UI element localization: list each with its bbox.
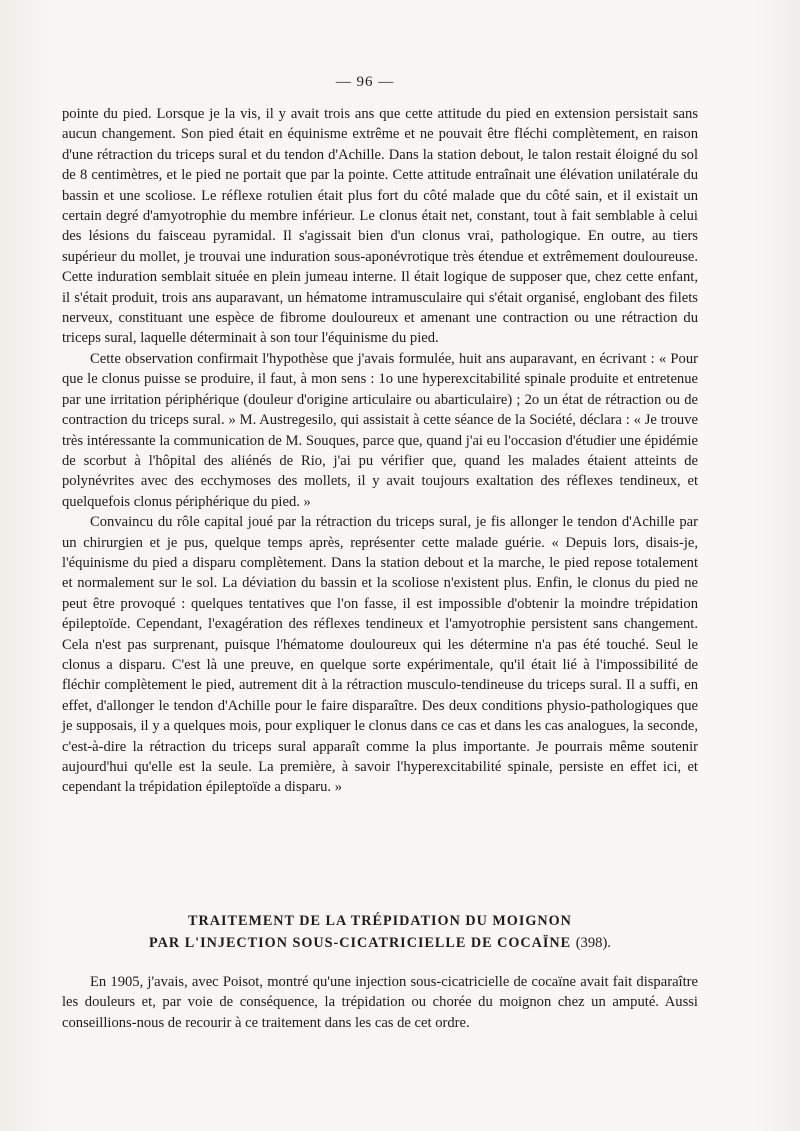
- section-body: [62, 972, 698, 1033]
- body-text: [62, 104, 698, 798]
- section-reference: (398).: [575, 935, 611, 951]
- paragraph: Convaincu du rôle capital joué par la rétraction du triceps sural, je fis allonger le tendon d'Achille par un chirurgien et je pus, quelque temps après, représenter cette malade guérie. « Depuis lors, disais-je, l'équinisme du pied a disparu complètement. Dans la station debout et la marche, le pied repose totalement et normalement sur le sol. La déviation du bassin et la scoliose n'existent plus. Enfin, le clonus du pied ne peut être provoqué : quelques tentatives que l'on fasse, il est impossible d'obtenir la moindre trépidation épileptoïde. Cependant, l'exagération des réflexes tendineux et l'amyotrophie persistent sans changement. Cela n'est pas surprenant, puisque l'hématome douloureux qui les détermine n'a pas été touché. Seul le clonus a disparu. C'est là une preuve, en quelque sorte expérimentale, qu'il était lié à l'impossibilité de fléchir complètement le pied, autrement dit à la rétraction musculo-tendineuse du triceps sural. Il a suffi, en effet, d'allonger le tendon d'Achille pour le faire disparaître. Des deux conditions physio-pathologiques que je supposais, il y a quelques mois, pour expliquer le clonus dans ce cas et dans les cas analogues, la seconde, c'est-à-dire la rétraction du triceps sural apparaît comme la plus importante. Je pourrais même soutenir aujourd'hui qu'elle est la seule. La première, à savoir l'hyperexcitabilité spinale, persiste en effet ici, et cependant la trépidation épileptoïde a disparu. »: [62, 514, 698, 796]
- paragraph: Cette observation confirmait l'hypothèse que j'avais formulée, huit ans auparavant, en écrivant : « Pour que le clonus puisse se produire, il faut, à mon sens : 1o une hyperexcitabilité spinale produite et entretenue par une irritation périphérique (douleur d'origine articulaire ou abarticulaire) ; 2o un état de rétraction ou de contraction du triceps sural. » M. Austregesilo, qui assistait à cette séance de la Société, déclara : « Je trouve très intéressante la communication de M. Souques, parce que, quand j'ai eu l'occasion d'étudier une épidémie de scorbut à l'hôpital des aliénés de Rio, j'ai pu vérifier que, quand les malades étaient atteints de polynévrites avec des ecchymoses des mollets, il y avait toujours exaltation des réflexes tendineux, et quelquefois clonus périphérique du pied. »: [62, 350, 698, 510]
- section-title-line: TRAITEMENT DE LA TRÉPIDATION DU MOIGNON: [188, 913, 572, 929]
- section-title-line-2: [62, 932, 698, 954]
- paragraph: pointe du pied. Lorsque je la vis, il y avait trois ans que cette attitude du pied en extension persistait sans aucun changement. Son pied était en équinisme extrême et ne pouvait être fléchi complètement, en raison d'une rétraction du triceps sural et du tendon d'Achille. Dans la station debout, le talon restait éloigné du sol de 8 centimètres, et le pied ne portait que par la pointe. Cette attitude entraînait une élévation unilatérale du bassin et une scoliose. Le réflexe rotulien était plus fort du côté malade que du côté sain, et il existait un certain degré d'amyotrophie du membre inférieur. Le clonus était net, constant, tout à fait semblable à celui des lésions du faisceau pyramidal. Il s'agissait bien d'un clonus vrai, pathologique. En outre, au tiers supérieur du mollet, je trouvai une induration sous-aponévrotique très étendue et extrêmement douloureuse. Cette induration semblait située en plein jumeau interne. Il était logique de supposer que, chez cette enfant, il s'était produit, trois ans auparavant, un hématome intramusculaire qui s'était organisé, englobant des filets nerveux, constituant une espèce de fibrome douloureux et amenant une contraction ou une rétraction du triceps sural, laquelle déterminait à son tour l'équinisme du pied.: [62, 106, 698, 347]
- section-title-text: PAR L'INJECTION SOUS-CICATRICIELLE DE COCAÏNE: [149, 935, 572, 951]
- section-title: [62, 910, 698, 954]
- page-number: — 96 —: [335, 74, 395, 90]
- paragraph: En 1905, j'avais, avec Poisot, montré qu'une injection sous-cicatricielle de cocaïne avait fait disparaître les douleurs et, par voie de conséquence, la trépidation ou chorée du moignon chez un amputé. Aussi conseillions-nous de recourir à ce traitement dans les cas de cet ordre.: [62, 974, 698, 1031]
